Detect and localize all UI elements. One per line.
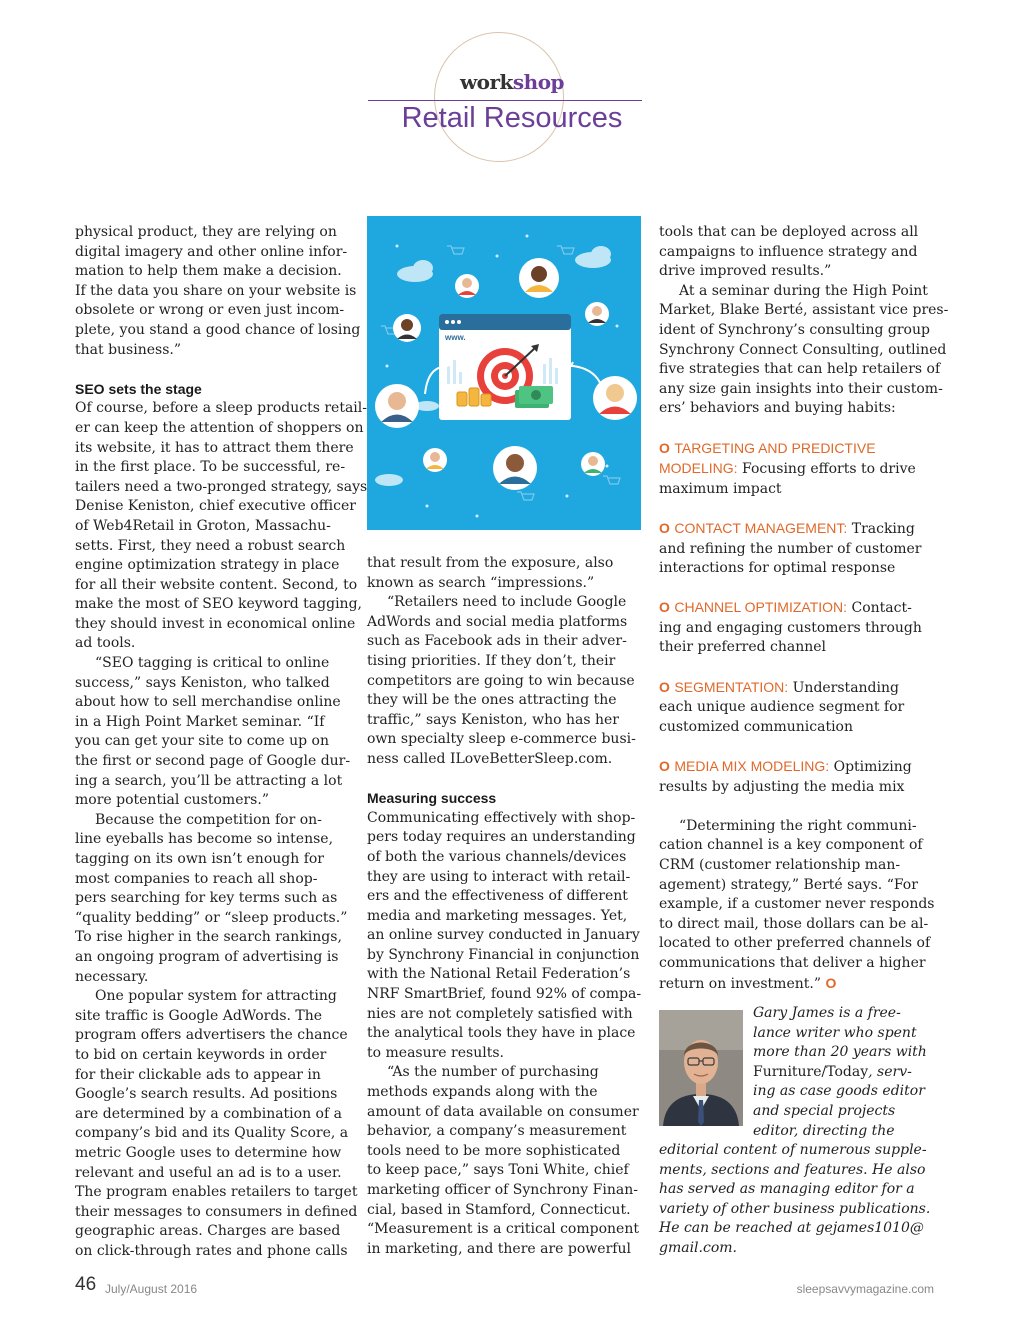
text-line <box>75 654 367 674</box>
text-line <box>367 632 641 652</box>
text-line <box>367 593 641 613</box>
text-line <box>75 1105 367 1125</box>
text-line-content: He can be reached at gejames1010@ <box>659 1220 924 1237</box>
text-line <box>659 1180 930 1200</box>
text-line-content: tising priorities. If they don’t, their <box>367 652 616 669</box>
text-line-content: they should invest in economical online <box>75 615 356 632</box>
text-line <box>75 674 367 694</box>
text-line-content: variety of other business publications. <box>659 1200 931 1217</box>
text-line <box>367 1005 641 1025</box>
subhead-measuring: Measuring success <box>367 790 497 807</box>
kicker-work: work <box>459 70 513 94</box>
column-3 <box>659 223 948 994</box>
text-line <box>659 974 948 995</box>
bio-line: more than 20 years with <box>753 1044 927 1061</box>
bullet-text: Optimizing <box>829 759 912 776</box>
text-line-content: Synchrony Connect Consulting, outlined <box>659 341 947 358</box>
text-line-content: its website, it has to attract them there <box>75 439 354 456</box>
text-line <box>367 652 641 672</box>
author-portrait <box>659 1010 743 1126</box>
text-line-content: “Measurement is a critical component <box>367 1221 639 1238</box>
text-line-content: any size gain insights into their custom- <box>659 380 943 397</box>
text-line-content: you can get your site to come up on <box>75 733 329 750</box>
text-line-content: agement) strategy,” Berté says. “For <box>659 876 918 893</box>
text-line-content: cation channel is a key component of <box>659 837 923 854</box>
text-line <box>75 243 367 263</box>
text-line-content: five strategies that can help retailers of <box>659 361 941 378</box>
text-line <box>659 399 948 419</box>
bullet-line: maximum impact <box>659 480 782 497</box>
text-line-content: that result from the exposure, also <box>367 555 614 571</box>
text-line <box>367 1181 641 1201</box>
bullet-term: TARGETING AND PREDICTIVE <box>674 439 876 456</box>
text-line <box>367 868 641 888</box>
bullet-text: Focusing efforts to drive <box>737 461 916 478</box>
text-line <box>367 887 641 907</box>
text-line <box>75 399 367 419</box>
text-line-content: setts. First, they need a robust search <box>75 537 346 554</box>
bullet-text: Contact- <box>847 600 912 617</box>
col2-para-2 <box>367 593 641 769</box>
text-line-content: to bid on certain keywords in order <box>75 1046 327 1063</box>
text-line-content: “quality bedding” or “sleep products.” <box>75 909 348 926</box>
text-line-content: ness called ILoveBetterSleep.com. <box>367 750 613 767</box>
text-line-content: more potential customers.” <box>75 792 269 809</box>
text-line <box>75 830 367 850</box>
text-line-content: return on investment.” <box>659 975 821 992</box>
text-line <box>659 1161 930 1181</box>
text-line-content: of Web4Retail in Groton, Massachu- <box>75 517 331 534</box>
text-line-content: AdWords and social media platforms <box>367 613 628 630</box>
text-line-content: their messages to consumers in defined <box>75 1203 358 1220</box>
text-line-content: “Retailers need to include Google <box>387 594 627 611</box>
hero-illustration <box>367 216 641 530</box>
text-line <box>75 987 367 1007</box>
text-line-content: by Synchrony Financial in conjunction <box>367 946 640 963</box>
text-line-content: pers today requires an understanding <box>367 829 636 846</box>
text-line <box>659 1219 930 1239</box>
end-mark: O <box>825 974 837 991</box>
text-line <box>75 693 367 713</box>
text-line <box>75 615 367 635</box>
text-line-content: methods expands along with the <box>367 1084 598 1101</box>
text-line-content: pers searching for key terms such as <box>75 890 338 907</box>
text-line <box>75 791 367 811</box>
text-line-content: NRF SmartBrief, found 92% of compa- <box>367 986 642 1003</box>
text-line <box>75 576 367 596</box>
text-line-content: mation to help them make a decision. <box>75 263 342 280</box>
text-line <box>75 1007 367 1027</box>
text-line <box>367 1103 641 1123</box>
text-line <box>659 262 948 282</box>
text-line <box>75 301 367 321</box>
text-line-content: competitors are going to win because <box>367 672 635 689</box>
text-line <box>659 954 948 974</box>
text-line-content: Google’s search results. Ad positions <box>75 1086 338 1103</box>
col3-para-3 <box>659 817 948 994</box>
text-line-content: geographic areas. Charges are based <box>75 1223 341 1240</box>
text-line <box>367 574 641 594</box>
text-line <box>75 537 367 557</box>
masthead-rule <box>368 100 642 101</box>
text-line-content: known as search “impressions.” <box>367 574 595 591</box>
department-kicker <box>0 70 1024 94</box>
text-line <box>75 1164 367 1184</box>
text-line <box>75 282 367 302</box>
bullet-term: SEGMENTATION: <box>674 678 789 695</box>
text-line-content: own specialty sleep e-commerce busi- <box>367 731 636 748</box>
text-line-content: Denise Keniston, chief executive officer <box>75 498 356 515</box>
bullet-line: interactions for optimal response <box>659 560 896 577</box>
text-line <box>75 772 367 792</box>
text-line <box>367 946 641 966</box>
text-line <box>367 613 641 633</box>
bullet-text: Tracking <box>847 520 915 537</box>
strategy-bullet <box>659 757 948 797</box>
text-line-content: ad tools. <box>75 635 136 652</box>
text-line <box>659 301 948 321</box>
text-line-content: “SEO tagging is critical to online <box>95 655 330 672</box>
text-line <box>367 1220 641 1240</box>
text-line-content: physical product, they are relying on <box>75 224 337 240</box>
text-line <box>75 1242 367 1262</box>
text-line <box>367 1122 641 1142</box>
text-line-content: er can keep the attention of shoppers on <box>75 419 364 436</box>
text-line <box>75 321 367 341</box>
text-line-content: an online survey conducted in January <box>367 927 640 944</box>
text-line-content: ments, sections and features. He also <box>659 1161 926 1178</box>
text-line-content: At a seminar during the High Point <box>679 282 928 299</box>
text-line <box>367 907 641 927</box>
site-url: sleepsavvymagazine.com <box>796 1282 934 1296</box>
text-line <box>75 1124 367 1144</box>
text-line-content: media and marketing messages. Yet, <box>367 907 628 924</box>
col2-para-1 <box>367 554 641 593</box>
bullet-term-cont: MODELING: <box>659 460 738 477</box>
text-line <box>75 1066 367 1086</box>
text-line-content: Communicating effectively with shop- <box>367 809 636 826</box>
text-line-content: on click-through rates and phone calls <box>75 1242 348 1259</box>
bio-line: lance writer who spent <box>753 1024 917 1041</box>
text-line-content: the first or second page of Google dur- <box>75 753 351 770</box>
text-line-content: marketing officer of Synchrony Finan- <box>367 1182 638 1198</box>
strategy-bullet <box>659 439 948 500</box>
text-line-content: traffic,” says Keniston, who has her <box>367 711 619 728</box>
bullet-term: CONTACT MANAGEMENT: <box>674 519 848 536</box>
text-line <box>75 1046 367 1066</box>
text-line <box>659 836 948 856</box>
text-line <box>659 915 948 935</box>
text-line-content: ers and the effectiveness of different <box>367 888 628 905</box>
bio-line: editor, directing the <box>753 1122 895 1139</box>
text-line-content: metric Google uses to determine how <box>75 1144 342 1161</box>
text-line-content: program offers advertisers the chance <box>75 1027 348 1044</box>
text-line <box>367 1024 641 1044</box>
text-line-content: tailers need a two-pronged strategy, says <box>75 478 368 495</box>
column-1 <box>75 223 367 1261</box>
text-line-content: communications that deliver a higher <box>659 954 926 971</box>
text-line <box>75 870 367 890</box>
bullet-mark: O <box>659 439 670 456</box>
money-icon <box>515 386 553 408</box>
text-line <box>367 730 641 750</box>
text-line-content: campaigns to influence strategy and <box>659 243 918 260</box>
text-line <box>75 1222 367 1242</box>
text-line <box>75 478 367 498</box>
bullet-line: their preferred channel <box>659 639 827 656</box>
text-line-content: make the most of SEO keyword tagging, <box>75 596 362 613</box>
author-photo <box>659 1010 743 1126</box>
text-line <box>75 341 367 361</box>
text-line-content: with the National Retail Federation’s <box>367 966 631 983</box>
text-line <box>659 934 948 954</box>
text-line <box>367 926 641 946</box>
text-line <box>659 817 948 837</box>
text-line <box>75 889 367 909</box>
text-line <box>75 517 367 537</box>
text-line-content: to measure results. <box>367 1044 504 1061</box>
text-line-content: they are using to interact with retail- <box>367 868 631 885</box>
text-line-content: company’s bid and its Quality Score, a <box>75 1125 349 1142</box>
column-2 <box>367 554 641 1259</box>
text-line <box>367 554 641 574</box>
issue-date: July/August 2016 <box>105 1282 198 1296</box>
bullet-line: ing and engaging customers through <box>659 619 922 636</box>
text-line <box>75 419 367 439</box>
text-line <box>367 848 641 868</box>
text-line-content: to direct mail, those dollars can be al- <box>659 915 929 932</box>
text-line-content: in the first place. To be successful, re- <box>75 459 346 476</box>
bio-line: and special projects <box>753 1102 896 1119</box>
text-line <box>367 1083 641 1103</box>
text-line-content: tools that can be deployed across all <box>659 224 919 240</box>
text-line-content: editorial content of numerous supple- <box>659 1142 927 1158</box>
bullet-mark: O <box>659 599 670 616</box>
text-line <box>367 711 641 731</box>
author-bio-top <box>753 1004 927 1141</box>
text-line <box>75 909 367 929</box>
text-line <box>75 811 367 831</box>
browser-url-label: www. <box>445 333 466 342</box>
text-line <box>75 948 367 968</box>
col1-para-3 <box>75 654 367 811</box>
author-bio-bottom <box>659 1141 930 1259</box>
text-line-content: such as Facebook ads in their adver- <box>367 633 627 650</box>
text-line <box>367 672 641 692</box>
text-line-content: that business.” <box>75 341 181 358</box>
bullet-line: results by adjusting the media mix <box>659 778 905 795</box>
text-line <box>75 458 367 478</box>
text-line <box>659 1141 930 1161</box>
text-line <box>75 732 367 752</box>
text-line-content: gmail.com. <box>659 1239 737 1256</box>
text-line-content: example, if a customer never responds <box>659 896 935 913</box>
col3-para-2 <box>659 282 948 419</box>
text-line <box>75 713 367 733</box>
col1-para-5 <box>75 987 367 1261</box>
text-line <box>75 634 367 654</box>
text-line-content: One popular system for attracting <box>95 988 337 1005</box>
bullet-term: MEDIA MIX MODELING: <box>674 758 830 775</box>
text-line-content: Because the competition for on- <box>95 811 322 828</box>
text-line-content: in marketing, and there are powerful <box>367 1240 631 1257</box>
text-line-content: about how to sell merchandise online <box>75 694 341 711</box>
text-line <box>367 1240 641 1260</box>
text-line-content: digital imagery and other online infor- <box>75 243 348 260</box>
text-line-content: Market, Blake Berté, assistant vice pres- <box>659 302 949 319</box>
marketing-network-illustration <box>367 216 641 530</box>
text-line <box>367 1063 641 1083</box>
text-line <box>367 985 641 1005</box>
col2-para-3 <box>367 809 641 1064</box>
text-line <box>367 1201 641 1221</box>
text-line <box>659 243 948 263</box>
col1-para-2 <box>75 399 367 654</box>
text-line-content: for their clickable ads to appear in <box>75 1066 321 1083</box>
text-line-content: line eyeballs has become so intense, <box>75 831 334 848</box>
text-line <box>75 1144 367 1164</box>
text-line <box>659 223 948 243</box>
text-line <box>659 856 948 876</box>
text-line-content: they will be the ones attracting the <box>367 692 617 709</box>
text-line-content: success,” says Keniston, who talked <box>75 674 330 691</box>
text-line-content: amount of data available on consumer <box>367 1103 639 1120</box>
text-line <box>367 1044 641 1064</box>
text-line <box>75 850 367 870</box>
text-line <box>659 1200 930 1220</box>
text-line <box>75 968 367 988</box>
text-line-content: “Determining the right communi- <box>679 817 917 834</box>
text-line <box>659 282 948 302</box>
strategy-bullet <box>659 519 948 579</box>
text-line <box>659 321 948 341</box>
text-line-content: ers’ behaviors and buying habits: <box>659 400 896 417</box>
text-line-content: ing a search, you’ll be attracting a lot <box>75 772 343 789</box>
text-line <box>75 497 367 517</box>
text-line-content: relevant and useful an ad is to a user. <box>75 1164 342 1181</box>
bullet-mark: O <box>659 519 670 536</box>
text-line-content: an ongoing program of advertising is <box>75 948 339 965</box>
bio-publication: Furniture/Today <box>753 1063 869 1080</box>
text-line <box>659 876 948 896</box>
text-line-content: tagging on its own isn’t enough for <box>75 851 324 867</box>
text-line <box>659 341 948 361</box>
bullet-mark: O <box>659 758 670 775</box>
kicker-shop: shop <box>512 70 565 94</box>
text-line-content: of both the various channels/devices <box>367 848 627 865</box>
text-line-content: cial, based in Stamford, Connecticut. <box>367 1201 631 1218</box>
text-line-content: to keep pace,” says Toni White, chief <box>367 1162 629 1179</box>
text-line <box>75 1203 367 1223</box>
text-line <box>75 1085 367 1105</box>
text-line-content: plete, you stand a good chance of losing <box>75 321 361 338</box>
text-line-content: If the data you share on your website is <box>75 282 357 299</box>
subhead-seo: SEO sets the stage <box>75 380 202 397</box>
text-line <box>75 439 367 459</box>
text-line <box>659 380 948 400</box>
text-line <box>367 965 641 985</box>
col1-para-1 <box>75 223 367 360</box>
bullet-mark: O <box>659 678 670 695</box>
text-line <box>75 1183 367 1203</box>
text-line <box>659 895 948 915</box>
page-number: 46 <box>75 1274 97 1295</box>
col3-para-1 <box>659 223 948 282</box>
text-line-content: behavior, a company’s measurement <box>367 1123 627 1140</box>
text-line-content: necessary. <box>75 968 149 985</box>
text-line <box>75 928 367 948</box>
text-line <box>367 809 641 829</box>
col2-para-4 <box>367 1063 641 1259</box>
text-line-content: nies are not completely satisfied with <box>367 1005 633 1022</box>
text-line-content: “As the number of purchasing <box>387 1064 599 1081</box>
text-line-content: obsolete or wrong or even just incom- <box>75 302 345 319</box>
text-line-content: most companies to reach all shop- <box>75 870 318 887</box>
bullet-line: each unique audience segment for <box>659 699 905 716</box>
text-line <box>367 691 641 711</box>
text-line <box>75 752 367 772</box>
text-line-content: The program enables retailers to target <box>75 1184 358 1201</box>
strategy-bullet <box>659 598 948 658</box>
text-line-content: engine optimization strategy in place <box>75 557 340 574</box>
text-line <box>75 223 367 243</box>
text-line-content: are determined by a combination of a <box>75 1105 342 1122</box>
bullet-line: customized communication <box>659 718 853 735</box>
text-line <box>75 595 367 615</box>
col1-para-4 <box>75 811 367 987</box>
text-line <box>367 828 641 848</box>
strategy-bullet <box>659 678 948 738</box>
text-line <box>367 1142 641 1162</box>
text-line-content: tools need to be more sophisticated <box>367 1142 621 1159</box>
text-line <box>367 750 641 770</box>
text-line <box>75 262 367 282</box>
text-line-content: CRM (customer relationship man- <box>659 857 901 873</box>
bullet-line: and refining the number of customer <box>659 540 922 557</box>
bio-line: ing as case goods editor <box>753 1083 925 1100</box>
text-line-content: drive improved results.” <box>659 263 832 280</box>
text-line <box>367 1161 641 1181</box>
text-line <box>659 1239 930 1259</box>
text-line-content: To rise higher in the search rankings, <box>75 929 342 946</box>
masthead-circle <box>434 32 564 162</box>
text-line <box>75 556 367 576</box>
text-line-content: located to other preferred channels of <box>659 935 931 952</box>
text-line <box>659 360 948 380</box>
text-line <box>75 1026 367 1046</box>
section-title: Retail Resources <box>401 102 623 134</box>
bio-line: Gary James is a free- <box>753 1005 901 1021</box>
text-line-content: Of course, before a sleep products retail- <box>75 400 367 417</box>
bio-line: , serv- <box>868 1063 912 1080</box>
text-line-content: ident of Synchrony’s consulting group <box>659 321 930 338</box>
bullet-text: Understanding <box>788 679 899 696</box>
text-line-content: in a High Point Market seminar. “If <box>75 713 325 730</box>
bullet-term: CHANNEL OPTIMIZATION: <box>674 599 848 616</box>
text-line-content: the analytical tools they have in place <box>367 1025 636 1042</box>
text-line-content: site traffic is Google AdWords. The <box>75 1007 323 1024</box>
text-line-content: for all their website content. Second, to <box>75 576 358 593</box>
text-line-content: has served as managing editor for a <box>659 1181 915 1198</box>
